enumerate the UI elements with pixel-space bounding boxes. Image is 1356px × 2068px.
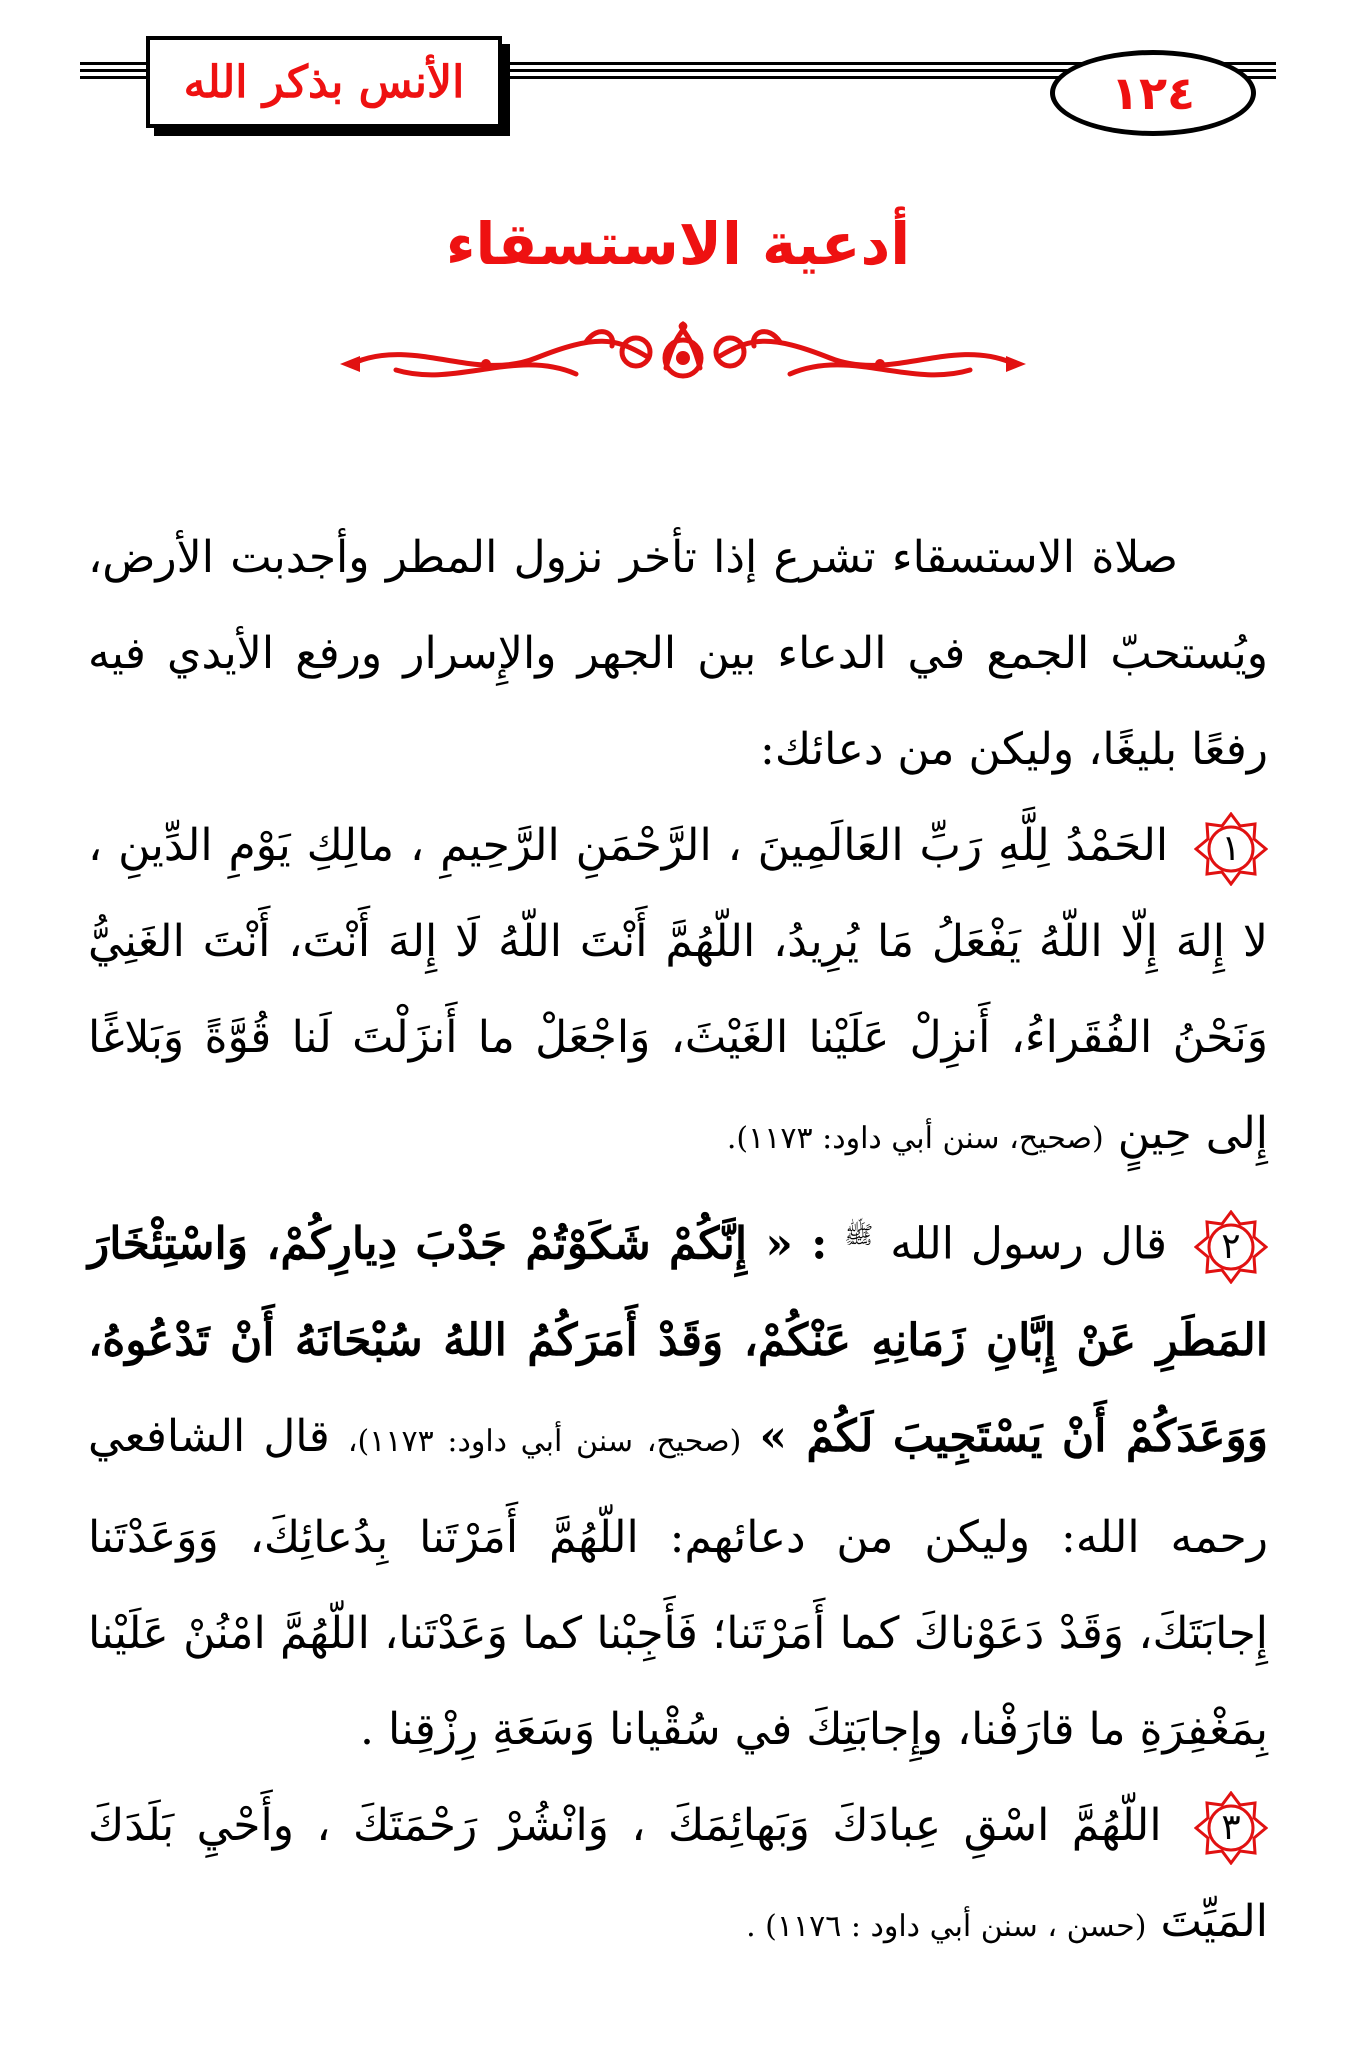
dua-source: (حسن ، سنن أبي داود : ١١٧٦) . — [746, 1908, 1147, 1944]
page-body — [88, 510, 1268, 1975]
dua-source: (صحيح، سنن أبي داود: ١١٧٣). — [726, 1121, 1104, 1156]
page-number-oval — [1050, 50, 1256, 136]
page-number: ١٢٤ — [1110, 66, 1196, 120]
dua-number: ٣ — [1221, 1807, 1241, 1849]
shafii-dua: قال الشافعي رحمه الله: وليكن من دعائهم: اللّهُمَّ أَمَرْتَنا بِدُعائِكَ، وَوَعَدْتَنا إِجابَتَكَ، وَقَدْ دَعَوْناكَ كما أَمَرْتَنا؛ فَأَجِبْنا كما وَعَدْتَنا، اللّهُمَّ امْنُنْ عَلَيْنا بِمَغْفِرَةِ ما قارَفْنا، وإِجابَتِكَ في سُقْيانا وَسَعَةِ رِزْقِنا . — [88, 1410, 1268, 1755]
intro-paragraph: صلاة الاستسقاء تشرع إذا تأخر نزول المطر وأجدبت الأرض، ويُستحبّ الجمع في الدعاء بين الجهر والإِسرار ورفع الأيدي فيه رفعًا بليغًا، وليكن من دعائك: — [88, 532, 1268, 775]
dua-number: ١ — [1221, 827, 1241, 869]
running-title: الأنس بذكر الله — [183, 56, 465, 108]
dua-number-badge — [1194, 1210, 1268, 1284]
dua-text: اللّهُمَّ اسْقِ عِبادَكَ وَبَهائِمَكَ ، وَانْشُرْ رَحْمَتَكَ ، وأَحْيِ بَلَدَكَ المَيِّتَ — [88, 1799, 1268, 1947]
dua-2 — [88, 1187, 1268, 1778]
dua-1 — [88, 798, 1268, 1187]
dua-3 — [88, 1778, 1268, 1975]
running-title-box — [146, 36, 502, 128]
dua-number: ٢ — [1221, 1226, 1241, 1268]
dua-text: الحَمْدُ لِلَّهِ رَبِّ العَالَمِينَ ، الرَّحْمَنِ الرَّحِيمِ ، مالِكِ يَوْمِ الدِّينِ ، لا إِلهَ إِلّا اللّهُ يَفْعَلُ مَا يُرِيدُ، اللّهُمَّ أَنْتَ اللّهُ لَا إِلهَ أَنْتَ، أَنْتَ الغَنِيُّ وَنَحْنُ الفُقَراءُ، أَنزِلْ عَلَيْنا الغَيْثَ، وَاجْعَلْ ما أَنزَلْتَ لَنا قُوَّةً وَبَلاغًا إِلى حِينٍ — [88, 820, 1268, 1159]
page-header — [0, 0, 1356, 140]
dua-number-badge — [1194, 812, 1268, 886]
title-ornament — [336, 318, 1030, 394]
section-title: أدعية الاستسقاء — [445, 210, 911, 278]
dua-number-badge — [1194, 1791, 1268, 1865]
hadith-text: : « إِنَّكُمْ شَكَوْتُمْ جَدْبَ دِيارِكُمْ، وَاسْتِئْخَارَ المَطَرِ عَنْ إِبَّانِ زَمَانِهِ عَنْكُمْ، وَقَدْ أَمَرَكُمُ اللهُ سُبْحَانَهُ أَنْ تَدْعُوهُ، وَوَعَدَكُمْ أَنْ يَسْتَجِيبَ لَكُمْ » — [88, 1218, 1268, 1462]
hadith-source: (صحيح، سنن أبي داود: ١١٧٣)، — [347, 1423, 742, 1459]
hadith-lead: قال رسول الله — [890, 1218, 1168, 1270]
salutation-mark: ﷺ — [844, 1221, 874, 1249]
